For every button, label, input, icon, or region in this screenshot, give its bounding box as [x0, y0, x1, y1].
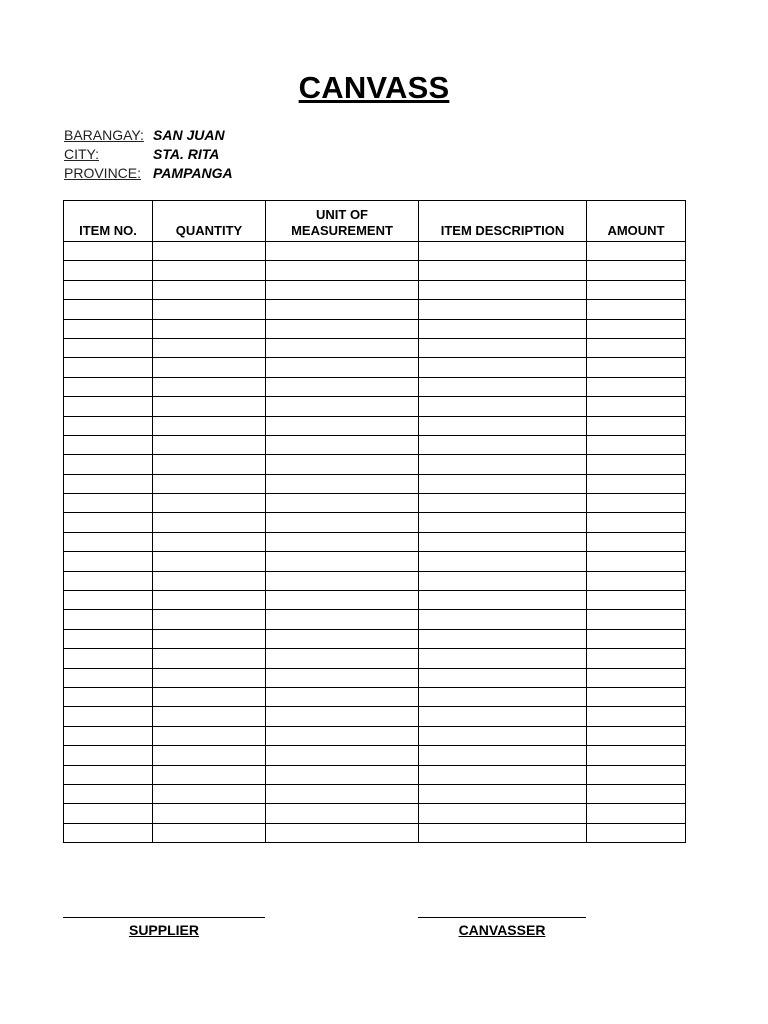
barangay-value: SAN JUAN: [153, 127, 225, 143]
cell-description[interactable]: [419, 532, 587, 551]
cell-item-no[interactable]: [64, 726, 153, 745]
cell-quantity[interactable]: [153, 668, 266, 687]
cell-amount[interactable]: [587, 610, 686, 629]
cell-description[interactable]: [419, 338, 587, 357]
cell-item-no[interactable]: [64, 435, 153, 454]
table-row: [64, 435, 686, 454]
province-value: PAMPANGA: [153, 165, 233, 181]
table-row: [64, 416, 686, 435]
cell-quantity[interactable]: [153, 338, 266, 357]
cell-unit[interactable]: [266, 765, 419, 784]
cell-amount[interactable]: [587, 726, 686, 745]
cell-item-no[interactable]: [64, 629, 153, 648]
cell-item-no[interactable]: [64, 397, 153, 416]
cell-item-no[interactable]: [64, 823, 153, 842]
cell-quantity[interactable]: [153, 455, 266, 474]
supplier-signature-line: [63, 917, 265, 918]
cell-item-no[interactable]: [64, 280, 153, 299]
cell-description[interactable]: [419, 804, 587, 823]
cell-quantity[interactable]: [153, 591, 266, 610]
cell-item-no[interactable]: [64, 358, 153, 377]
cell-amount[interactable]: [587, 242, 686, 261]
cell-quantity[interactable]: [153, 687, 266, 706]
cell-quantity[interactable]: [153, 319, 266, 338]
cell-quantity[interactable]: [153, 261, 266, 280]
cell-item-no[interactable]: [64, 746, 153, 765]
cell-description[interactable]: [419, 242, 587, 261]
cell-unit[interactable]: [266, 338, 419, 357]
cell-amount[interactable]: [587, 668, 686, 687]
cell-unit[interactable]: [266, 532, 419, 551]
cell-item-no[interactable]: [64, 610, 153, 629]
cell-item-no[interactable]: [64, 319, 153, 338]
cell-description[interactable]: [419, 358, 587, 377]
cell-amount[interactable]: [587, 746, 686, 765]
cell-description[interactable]: [419, 726, 587, 745]
cell-unit[interactable]: [266, 280, 419, 299]
cell-amount[interactable]: [587, 377, 686, 396]
cell-quantity[interactable]: [153, 397, 266, 416]
cell-unit[interactable]: [266, 474, 419, 493]
cell-unit[interactable]: [266, 804, 419, 823]
cell-description[interactable]: [419, 746, 587, 765]
cell-item-no[interactable]: [64, 377, 153, 396]
table-row: [64, 319, 686, 338]
cell-item-no[interactable]: [64, 591, 153, 610]
cell-quantity[interactable]: [153, 242, 266, 261]
province-row: [64, 164, 233, 183]
cell-unit[interactable]: [266, 455, 419, 474]
cell-unit[interactable]: [266, 610, 419, 629]
table-row: [64, 513, 686, 532]
cell-description[interactable]: [419, 707, 587, 726]
cell-quantity[interactable]: [153, 610, 266, 629]
table-row: [64, 532, 686, 551]
cell-description[interactable]: [419, 261, 587, 280]
cell-item-no[interactable]: [64, 571, 153, 590]
cell-amount[interactable]: [587, 765, 686, 784]
table-row: [64, 552, 686, 571]
header-unit-of-measurement: [266, 201, 419, 242]
cell-amount[interactable]: [587, 300, 686, 319]
cell-description[interactable]: [419, 649, 587, 668]
cell-item-no[interactable]: [64, 784, 153, 803]
cell-description[interactable]: [419, 377, 587, 396]
cell-unit[interactable]: [266, 649, 419, 668]
cell-unit[interactable]: [266, 377, 419, 396]
cell-quantity[interactable]: [153, 746, 266, 765]
city-row: [64, 145, 233, 164]
table-row: [64, 377, 686, 396]
cell-amount[interactable]: [587, 280, 686, 299]
cell-item-no[interactable]: [64, 765, 153, 784]
cell-amount[interactable]: [587, 416, 686, 435]
cell-amount[interactable]: [587, 494, 686, 513]
cell-unit[interactable]: [266, 513, 419, 532]
cell-description[interactable]: [419, 552, 587, 571]
supplier-label: SUPPLIER: [128, 922, 199, 938]
cell-item-no[interactable]: [64, 242, 153, 261]
cell-amount[interactable]: [587, 455, 686, 474]
table-row: [64, 591, 686, 610]
cell-description[interactable]: [419, 765, 587, 784]
table-row: [64, 494, 686, 513]
cell-quantity[interactable]: [153, 416, 266, 435]
cell-description[interactable]: [419, 668, 587, 687]
header-item-description: ITEM DESCRIPTION: [419, 201, 587, 242]
cell-item-no[interactable]: [64, 416, 153, 435]
cell-quantity[interactable]: [153, 377, 266, 396]
cell-amount[interactable]: [587, 474, 686, 493]
table-row: [64, 649, 686, 668]
cell-description[interactable]: [419, 300, 587, 319]
cell-unit[interactable]: [266, 746, 419, 765]
cell-item-no[interactable]: [64, 300, 153, 319]
cell-description[interactable]: [419, 513, 587, 532]
table-row: [64, 687, 686, 706]
cell-unit[interactable]: [266, 397, 419, 416]
cell-item-no[interactable]: [64, 804, 153, 823]
cell-amount[interactable]: [587, 552, 686, 571]
table-row: [64, 338, 686, 357]
cell-quantity[interactable]: [153, 474, 266, 493]
table-row: [64, 300, 686, 319]
table-row: [64, 455, 686, 474]
cell-quantity[interactable]: [153, 358, 266, 377]
cell-amount[interactable]: [587, 629, 686, 648]
cell-amount[interactable]: [587, 823, 686, 842]
cell-amount[interactable]: [587, 687, 686, 706]
cell-unit[interactable]: [266, 358, 419, 377]
cell-description[interactable]: [419, 319, 587, 338]
cell-unit[interactable]: [266, 261, 419, 280]
cell-description[interactable]: [419, 397, 587, 416]
cell-description[interactable]: [419, 687, 587, 706]
cell-unit[interactable]: [266, 242, 419, 261]
cell-description[interactable]: [419, 629, 587, 648]
cell-quantity[interactable]: [153, 552, 266, 571]
table-row: [64, 571, 686, 590]
cell-item-no[interactable]: [64, 338, 153, 357]
cell-unit[interactable]: [266, 571, 419, 590]
table-row: [64, 397, 686, 416]
cell-item-no[interactable]: [64, 261, 153, 280]
cell-description[interactable]: [419, 416, 587, 435]
cell-item-no[interactable]: [64, 649, 153, 668]
table-body: [64, 242, 686, 843]
cell-quantity[interactable]: [153, 300, 266, 319]
cell-description[interactable]: [419, 571, 587, 590]
table-row: [64, 707, 686, 726]
cell-unit[interactable]: [266, 494, 419, 513]
cell-description[interactable]: [419, 455, 587, 474]
cell-quantity[interactable]: [153, 784, 266, 803]
table-row: [64, 784, 686, 803]
table-row: [64, 746, 686, 765]
cell-quantity[interactable]: [153, 513, 266, 532]
table-row: [64, 280, 686, 299]
cell-quantity[interactable]: [153, 435, 266, 454]
cell-unit[interactable]: [266, 552, 419, 571]
cell-quantity[interactable]: [153, 823, 266, 842]
cell-amount[interactable]: [587, 261, 686, 280]
table-row: [64, 629, 686, 648]
cell-item-no[interactable]: [64, 668, 153, 687]
barangay-row: [64, 126, 233, 145]
cell-item-no[interactable]: [64, 707, 153, 726]
canvasser-label: CANVASSER: [458, 922, 546, 938]
table-row: [64, 765, 686, 784]
table-row: [64, 804, 686, 823]
cell-amount[interactable]: [587, 319, 686, 338]
cell-amount[interactable]: [587, 397, 686, 416]
cell-quantity[interactable]: [153, 571, 266, 590]
cell-unit[interactable]: [266, 629, 419, 648]
page-title: CANVASS: [298, 70, 450, 105]
cell-description[interactable]: [419, 784, 587, 803]
cell-amount[interactable]: [587, 591, 686, 610]
city-value: STA. RITA: [153, 146, 220, 162]
header-unit-line2: MEASUREMENT: [291, 223, 393, 238]
cell-quantity[interactable]: [153, 765, 266, 784]
cell-quantity[interactable]: [153, 726, 266, 745]
cell-item-no[interactable]: [64, 552, 153, 571]
cell-unit[interactable]: [266, 591, 419, 610]
cell-unit[interactable]: [266, 319, 419, 338]
header-amount: AMOUNT: [587, 201, 686, 242]
cell-quantity[interactable]: [153, 280, 266, 299]
cell-amount[interactable]: [587, 358, 686, 377]
cell-amount[interactable]: [587, 784, 686, 803]
table-row: [64, 358, 686, 377]
cell-quantity[interactable]: [153, 649, 266, 668]
canvass-table: [63, 200, 686, 843]
cell-item-no[interactable]: [64, 455, 153, 474]
table-row: [64, 242, 686, 261]
cell-quantity[interactable]: [153, 494, 266, 513]
canvasser-signature-line: [418, 917, 586, 918]
cell-item-no[interactable]: [64, 532, 153, 551]
table-header-row: [64, 201, 686, 242]
cell-description[interactable]: [419, 610, 587, 629]
cell-item-no[interactable]: [64, 513, 153, 532]
cell-description[interactable]: [419, 591, 587, 610]
cell-amount[interactable]: [587, 513, 686, 532]
table-row: [64, 726, 686, 745]
cell-unit[interactable]: [266, 823, 419, 842]
city-label: CITY:: [64, 146, 100, 162]
cell-unit[interactable]: [266, 300, 419, 319]
table-row: [64, 474, 686, 493]
table-row: [64, 823, 686, 842]
cell-item-no[interactable]: [64, 687, 153, 706]
cell-amount[interactable]: [587, 804, 686, 823]
cell-description[interactable]: [419, 474, 587, 493]
cell-unit[interactable]: [266, 668, 419, 687]
location-info: [64, 126, 233, 183]
header-unit-line1: UNIT OF: [316, 207, 368, 222]
cell-unit[interactable]: [266, 726, 419, 745]
cell-unit[interactable]: [266, 416, 419, 435]
cell-amount[interactable]: [587, 532, 686, 551]
cell-quantity[interactable]: [153, 629, 266, 648]
cell-amount[interactable]: [587, 707, 686, 726]
cell-quantity[interactable]: [153, 804, 266, 823]
table-row: [64, 668, 686, 687]
cell-description[interactable]: [419, 435, 587, 454]
table-row: [64, 610, 686, 629]
cell-unit[interactable]: [266, 687, 419, 706]
cell-description[interactable]: [419, 280, 587, 299]
cell-amount[interactable]: [587, 435, 686, 454]
cell-quantity[interactable]: [153, 532, 266, 551]
cell-unit[interactable]: [266, 435, 419, 454]
cell-unit[interactable]: [266, 784, 419, 803]
cell-description[interactable]: [419, 823, 587, 842]
barangay-label: BARANGAY:: [64, 127, 144, 143]
cell-unit[interactable]: [266, 707, 419, 726]
table-row: [64, 261, 686, 280]
cell-item-no[interactable]: [64, 474, 153, 493]
cell-amount[interactable]: [587, 649, 686, 668]
header-quantity: QUANTITY: [153, 201, 266, 242]
cell-item-no[interactable]: [64, 494, 153, 513]
cell-quantity[interactable]: [153, 707, 266, 726]
cell-amount[interactable]: [587, 338, 686, 357]
province-label: PROVINCE:: [64, 165, 142, 181]
cell-amount[interactable]: [587, 571, 686, 590]
cell-description[interactable]: [419, 494, 587, 513]
header-item-no: ITEM NO.: [64, 201, 153, 242]
